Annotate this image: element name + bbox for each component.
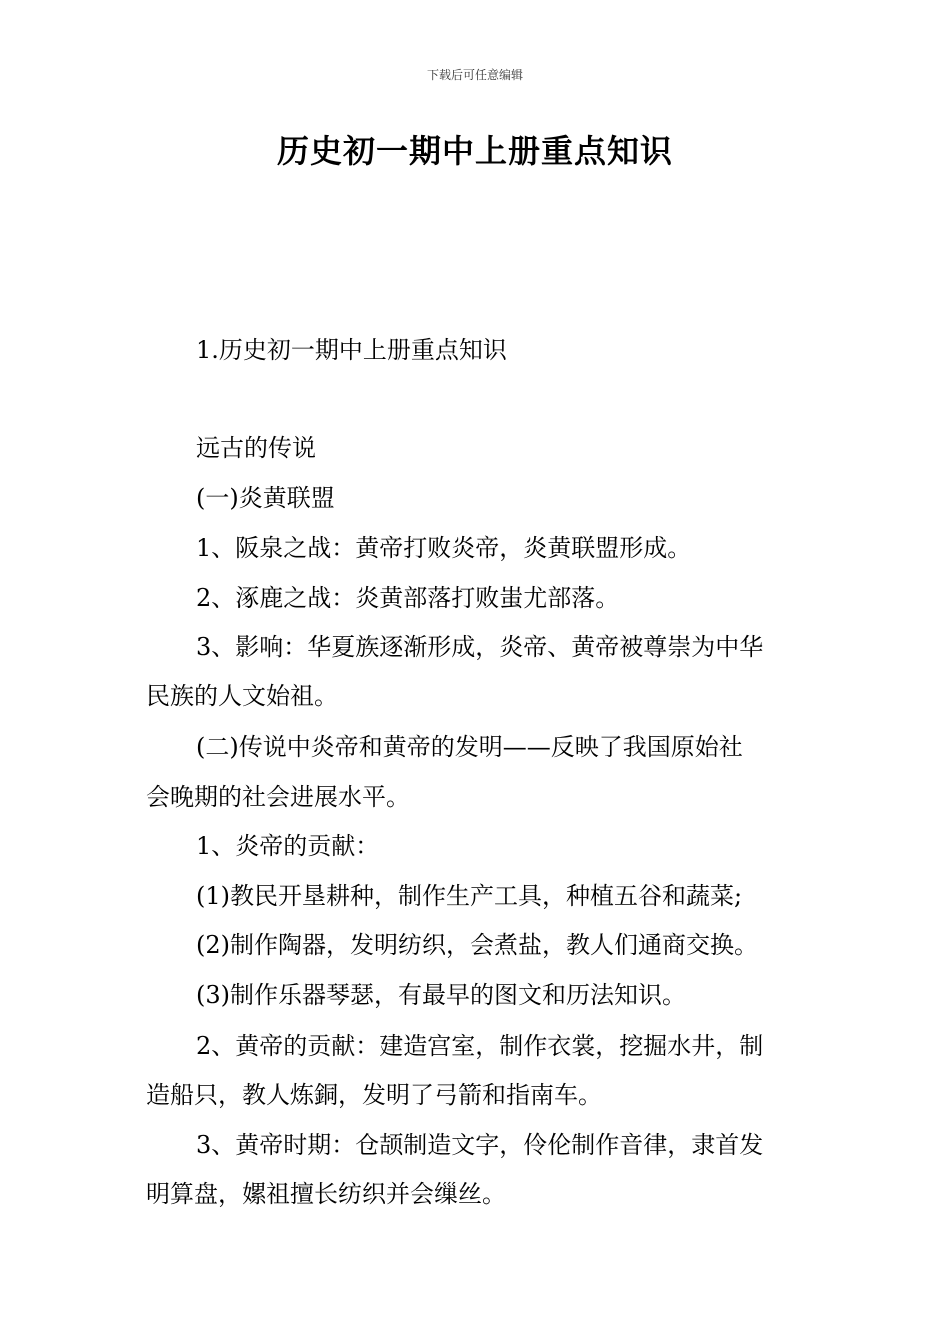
paragraph-line: (一)炎黄联盟	[196, 484, 335, 512]
paragraph-line: 3、黄帝时期：仓颉制造文字，伶伦制作音律，隶首发	[196, 1131, 764, 1159]
paragraph-line: (1)教民开垦耕种，制作生产工具，种植五谷和蔬菜;	[196, 882, 743, 910]
chapter-heading: 远古的传说	[196, 434, 316, 462]
section-heading: 1.历史初一期中上册重点知识	[196, 336, 507, 364]
paragraph-line: 明算盘，嫘祖擅长纺织并会缫丝。	[146, 1180, 506, 1208]
paragraph-line: 民族的人文始祖。	[146, 682, 338, 710]
paragraph-line: 造船只，教人炼銅，发明了弓箭和指南车。	[146, 1081, 602, 1109]
paragraph-line: 1、炎帝的贡献：	[196, 832, 380, 860]
paragraph-line: 会晚期的社会进展水平。	[146, 783, 410, 811]
paragraph-line: (3)制作乐器琴瑟，有最早的图文和历法知识。	[196, 981, 686, 1009]
paragraph-line: 2、涿鹿之战：炎黄部落打败蚩尤部落。	[196, 584, 620, 612]
header-note: 下载后可任意编辑	[426, 68, 523, 82]
paragraph-line: (2)制作陶器，发明纺织，会煮盐，教人们通商交换。	[196, 931, 758, 959]
page-title: 历史初一期中上册重点知识	[276, 132, 673, 170]
paragraph-line: 1、阪泉之战：黄帝打败炎帝，炎黄联盟形成。	[196, 534, 692, 562]
paragraph-line: 3、影响：华夏族逐渐形成，炎帝、黄帝被尊崇为中华	[196, 633, 764, 661]
paragraph-line: 2、黄帝的贡献：建造宫室，制作衣裳，挖掘水井，制	[196, 1032, 764, 1060]
paragraph-line: (二)传说中炎帝和黄帝的发明——反映了我国原始社	[196, 733, 743, 761]
